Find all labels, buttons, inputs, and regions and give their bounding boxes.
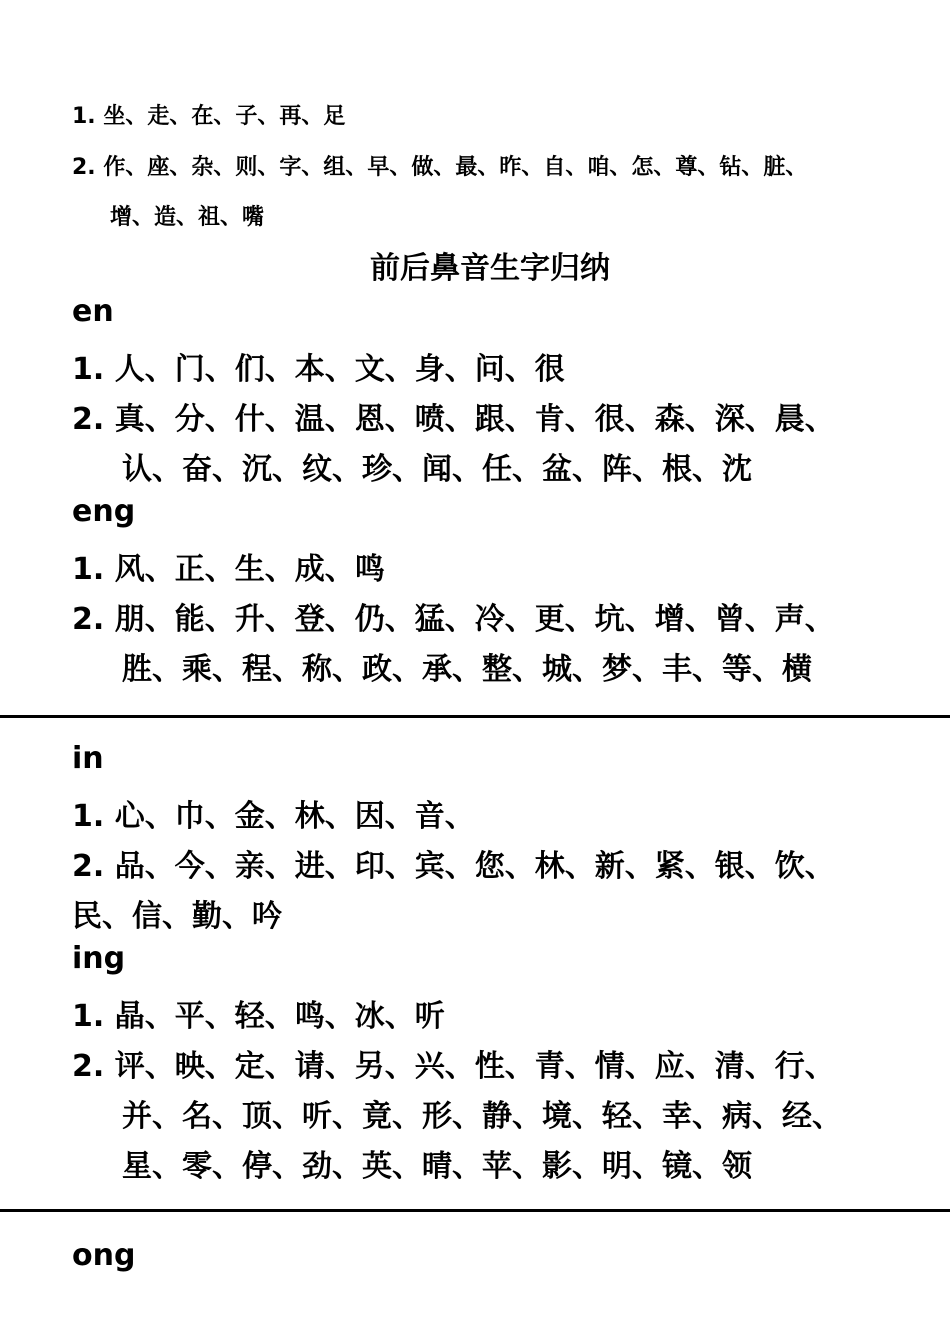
divider-2 bbox=[0, 1209, 950, 1212]
section-eng-line-3: 胜、乘、程、称、政、承、整、城、梦、丰、等、横 bbox=[122, 652, 812, 687]
section-en-line-2: 2. 真、分、什、温、恩、喷、跟、肯、很、森、深、晨、 bbox=[72, 402, 835, 437]
section-ing-line-2: 2. 评、映、定、请、另、兴、性、青、情、应、清、行、 bbox=[72, 1049, 835, 1084]
top-list-item-1: 1. 坐、走、在、子、再、足 bbox=[72, 104, 346, 129]
section-in-line-1: 1. 心、巾、金、林、因、音、 bbox=[72, 799, 475, 834]
section-ing-line-3: 并、名、顶、听、竟、形、静、境、轻、幸、病、经、 bbox=[122, 1099, 842, 1134]
section-in-heading: in bbox=[72, 741, 104, 776]
section-ong-heading: ong bbox=[72, 1238, 136, 1273]
section-ing-heading: ing bbox=[72, 941, 126, 976]
section-en-heading: en bbox=[72, 294, 114, 329]
section-ing-line-4: 星、零、停、劲、英、晴、苹、影、明、镜、领 bbox=[122, 1149, 752, 1184]
section-en-line-1: 1. 人、门、们、本、文、身、问、很 bbox=[72, 352, 565, 387]
section-in-line-3: 民、信、勤、吟 bbox=[72, 899, 282, 934]
page-title: 前后鼻音生字归纳 bbox=[370, 251, 610, 286]
divider-1 bbox=[0, 715, 950, 718]
section-ing-line-1: 1. 晶、平、轻、鸣、冰、听 bbox=[72, 999, 445, 1034]
section-en-line-3: 认、奋、沉、纹、珍、闻、任、盆、阵、根、沈 bbox=[122, 452, 752, 487]
section-eng-heading: eng bbox=[72, 494, 136, 529]
top-list-item-2: 2. 作、座、杂、则、字、组、早、做、最、昨、自、咱、怎、尊、钻、脏、 bbox=[72, 155, 808, 180]
section-eng-line-2: 2. 朋、能、升、登、仍、猛、冷、更、坑、增、曾、声、 bbox=[72, 602, 835, 637]
section-in-line-2: 2. 品、今、亲、进、印、宾、您、林、新、紧、银、饮、 bbox=[72, 849, 835, 884]
section-eng-line-1: 1. 风、正、生、成、鸣 bbox=[72, 552, 385, 587]
top-list-item-2-continued: 增、造、祖、嘴 bbox=[110, 205, 265, 230]
